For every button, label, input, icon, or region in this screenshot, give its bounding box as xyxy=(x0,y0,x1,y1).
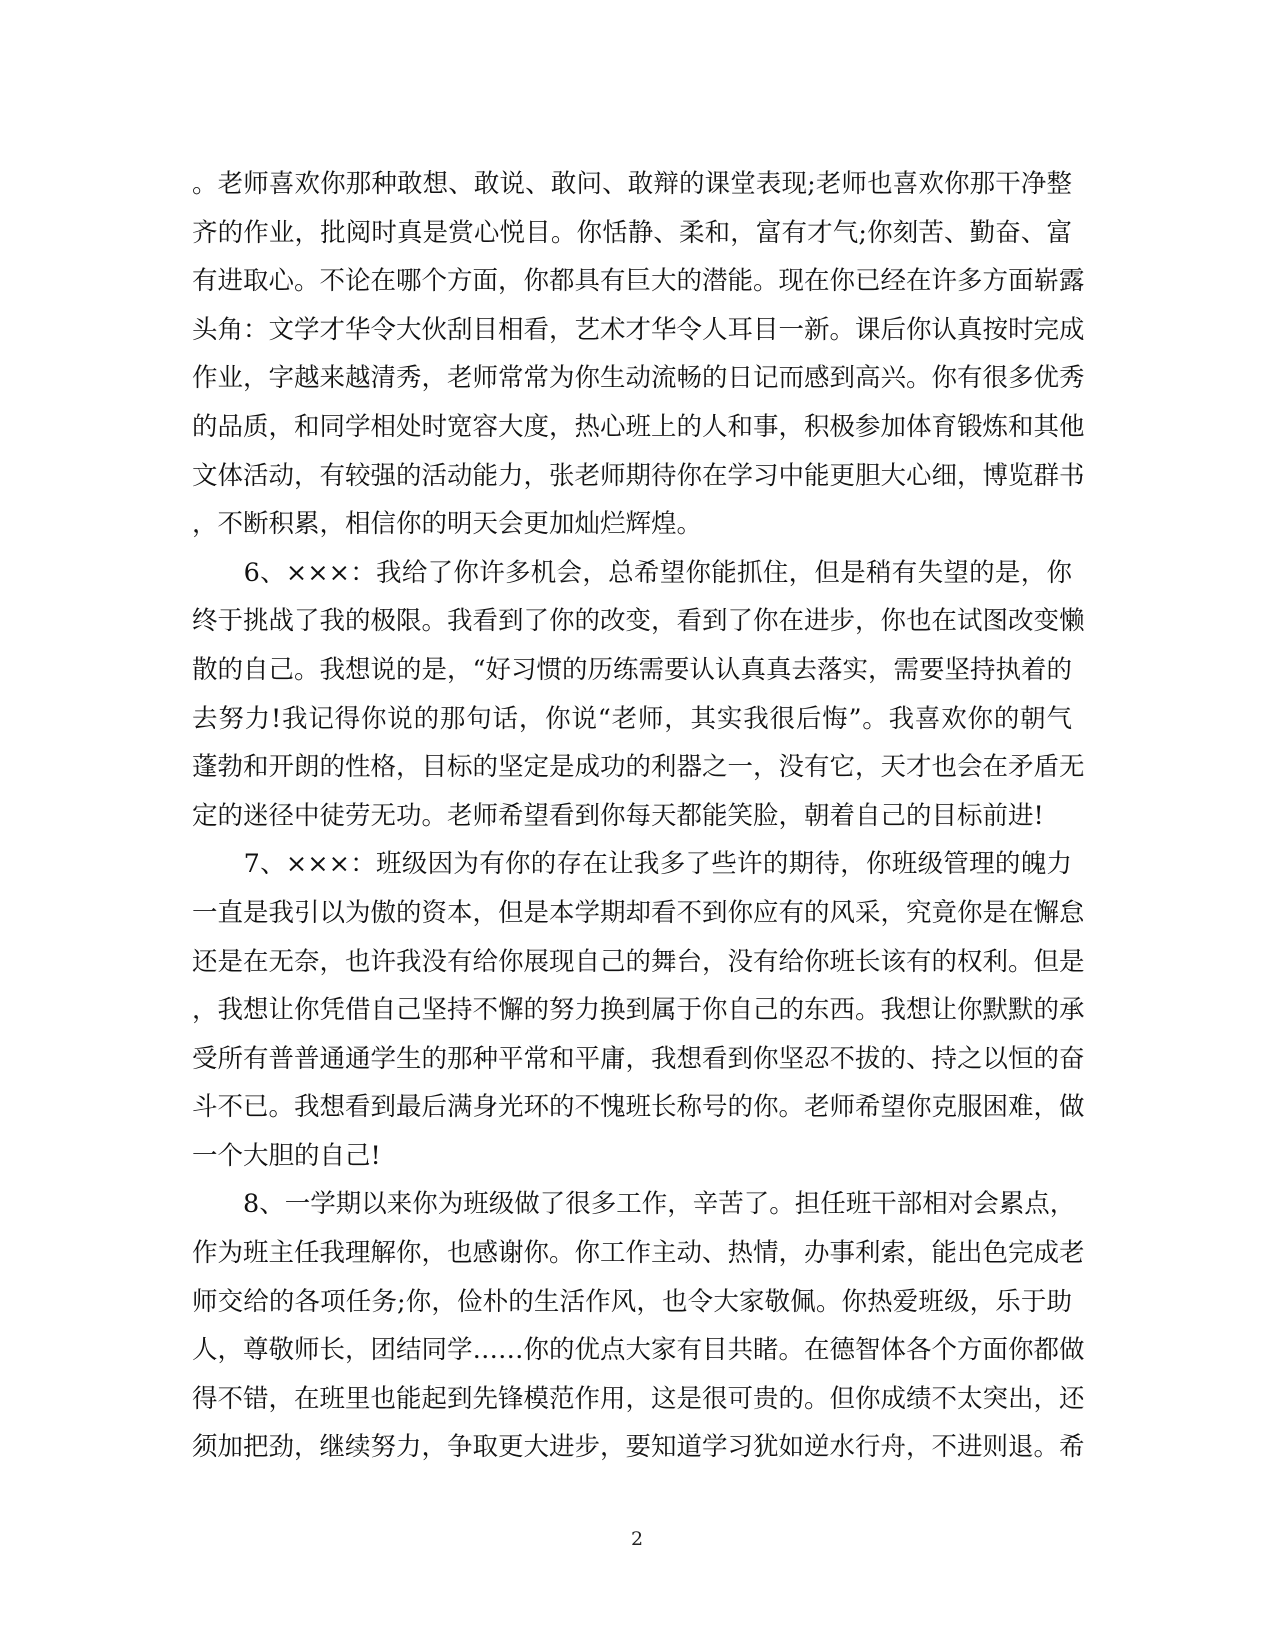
text-line: 斗不已。我想看到最后满身光环的不愧班长称号的你。老师希望你克服困难，做 xyxy=(192,1092,1085,1123)
text-line: 散的自己。我想说的是，“好习惯的历练需要认认真真去落实，需要坚持执着的 xyxy=(192,654,1073,685)
text-line: 一直是我引以为傲的资本，但是本学期却看不到你应有的风采，究竟你是在懈怠 xyxy=(192,897,1085,928)
text-line: 有进取心。不论在哪个方面，你都具有巨大的潜能。现在你已经在许多方面崭露 xyxy=(192,266,1085,297)
text-line: 文体活动，有较强的活动能力，张老师期待你在学习中能更胆大心细，博览群书 xyxy=(192,460,1085,491)
text-line: ，不断积累，相信你的明天会更加灿烂辉煌。 xyxy=(192,509,703,540)
text-line: 得不错，在班里也能起到先锋模范作用，这是很可贵的。但你成绩不太突出，还 xyxy=(192,1383,1085,1414)
text-line: 人，尊敬师长，团结同学……你的优点大家有目共睹。在德智体各个方面你都做 xyxy=(192,1335,1085,1366)
text-line: 受所有普普通通学生的那种平常和平庸，我想看到你坚忍不拔的、持之以恒的奋 xyxy=(192,1043,1085,1074)
text-line: 师交给的各项任务;你，俭朴的生活作风，也令大家敬佩。你热爱班级，乐于助 xyxy=(192,1286,1072,1317)
body-text xyxy=(192,160,1085,1472)
text-line: ，我想让你凭借自己坚持不懈的努力换到属于你自己的东西。我想让你默默的承 xyxy=(192,995,1085,1026)
text-line: 的品质，和同学相处时宽容大度，热心班上的人和事，积极参加体育锻炼和其他 xyxy=(192,411,1085,442)
text-line: 蓬勃和开朗的性格，目标的坚定是成功的利器之一，没有它，天才也会在矛盾无 xyxy=(192,752,1085,783)
text-line: 作业，字越来越清秀，老师常常为你生动流畅的日记而感到高兴。你有很多优秀 xyxy=(192,363,1085,394)
text-line: 去努力!我记得你说的那句话，你说“老师，其实我很后悔”。我喜欢你的朝气 xyxy=(192,703,1072,734)
text-line: 终于挑战了我的极限。我看到了你的改变，看到了你在进步，你也在试图改变懒 xyxy=(192,606,1085,637)
page-number: 2 xyxy=(630,1528,644,1550)
text-line: 须加把劲，继续努力，争取更大进步，要知道学习犹如逆水行舟，不进则退。希 xyxy=(192,1432,1085,1463)
text-line: 。老师喜欢你那种敢想、敢说、敢问、敢辩的课堂表现;老师也喜欢你那干净整 xyxy=(192,169,1072,199)
text-line: 7、×××：班级因为有你的存在让我多了些许的期待，你班级管理的魄力 xyxy=(192,849,1072,880)
text-line: 齐的作业，批阅时真是赏心悦目。你恬静、柔和，富有才气;你刻苦、勤奋、富 xyxy=(192,217,1072,248)
text-line: 定的迷径中徒劳无功。老师希望看到你每天都能笑脸，朝着自己的目标前进! xyxy=(192,800,1044,831)
text-line: 一个大胆的自己! xyxy=(192,1140,381,1171)
text-line: 还是在无奈，也许我没有给你展现自己的舞台，没有给你班长该有的权利。但是 xyxy=(192,946,1085,977)
text-line: 作为班主任我理解你，也感谢你。你工作主动、热情，办事利索，能出色完成老 xyxy=(192,1238,1085,1269)
text-line: 8、一学期以来你为班级做了很多工作，辛苦了。担任班干部相对会累点， xyxy=(192,1189,1076,1220)
text-line: 头角：文学才华令大伙刮目相看，艺术才华令人耳目一新。课后你认真按时完成 xyxy=(192,314,1085,345)
text-line: 6、×××：我给了你许多机会，总希望你能抓住，但是稍有失望的是，你 xyxy=(192,557,1072,588)
